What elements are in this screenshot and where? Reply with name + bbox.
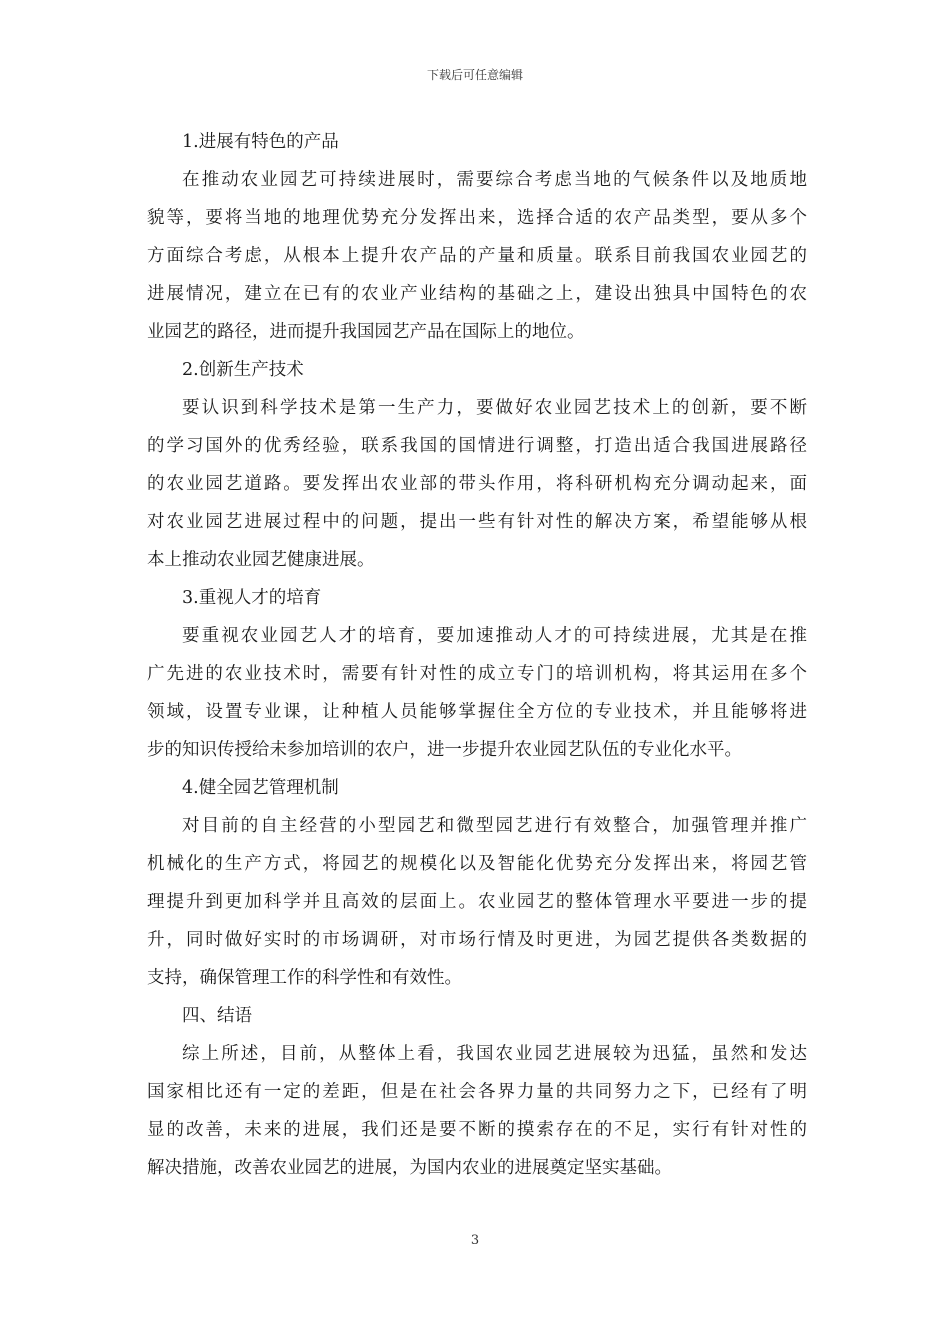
paragraph-line: 要认识到科学技术是第一生产力，要做好农业园艺技术上的创新，要不断 [182, 398, 807, 418]
paragraph [147, 617, 807, 769]
paragraph-line: 综上所述，目前，从整体上看，我国农业园艺进展较为迅猛，虽然和发达 [182, 1044, 807, 1064]
paragraph-line: 的学习国外的优秀经验，联系我国的国情进行调整，打造出适合我国进展路径 [147, 436, 807, 456]
paragraph-line: 业园艺的路径，进而提升我国园艺产品在国际上的地位。 [147, 322, 585, 342]
page-header: 下载后可任意编辑 [426, 68, 523, 82]
paragraph-line: 本上推动农业园艺健康进展。 [147, 550, 375, 570]
section-heading: 四、结语 [182, 1006, 252, 1026]
paragraph-line: 步的知识传授给未参加培训的农户，进一步提升农业园艺队伍的专业化水平。 [147, 740, 742, 760]
paragraph-line: 对农业园艺进展过程中的问题，提出一些有针对性的解决方案，希望能够从根 [147, 512, 807, 532]
paragraph [147, 389, 807, 579]
paragraph-line: 进展情况，建立在已有的农业产业结构的基础之上，建设出独具中国特色的农 [147, 284, 807, 304]
paragraph-line: 广先进的农业技术时，需要有针对性的成立专门的培训机构，将其运用在多个 [147, 664, 807, 684]
page-number: 3 [470, 1233, 480, 1248]
paragraph-line: 在推动农业园艺可持续进展时，需要综合考虑当地的气候条件以及地质地 [182, 170, 807, 190]
section-heading: 4.健全园艺管理机制 [182, 778, 339, 798]
paragraph [147, 161, 807, 351]
paragraph-line: 升，同时做好实时的市场调研，对市场行情及时更进，为园艺提供各类数据的 [147, 930, 807, 950]
section-heading: 2.创新生产技术 [182, 360, 304, 380]
paragraph-line: 对目前的自主经营的小型园艺和微型园艺进行有效整合，加强管理并推广 [182, 816, 807, 836]
paragraph [147, 807, 807, 997]
paragraph-line: 方面综合考虑，从根本上提升农产品的产量和质量。联系目前我国农业园艺的 [147, 246, 807, 266]
document-body [147, 123, 807, 1187]
paragraph-line: 貌等，要将当地的地理优势充分发挥出来，选择合适的农产品类型，要从多个 [147, 208, 807, 228]
paragraph-line: 显的改善，未来的进展，我们还是要不断的摸索存在的不足，实行有针对性的 [147, 1120, 807, 1140]
section-heading: 1.进展有特色的产品 [182, 132, 339, 152]
paragraph-line: 理提升到更加科学并且高效的层面上。农业园艺的整体管理水平要进一步的提 [147, 892, 807, 912]
paragraph-line: 机械化的生产方式，将园艺的规模化以及智能化优势充分发挥出来，将园艺管 [147, 854, 807, 874]
paragraph-line: 的农业园艺道路。要发挥出农业部的带头作用，将科研机构充分调动起来，面 [147, 474, 807, 494]
paragraph-line: 要重视农业园艺人才的培育，要加速推动人才的可持续进展，尤其是在推 [182, 626, 807, 646]
paragraph-line: 解决措施，改善农业园艺的进展，为国内农业的进展奠定坚实基础。 [147, 1158, 672, 1178]
paragraph [147, 1035, 807, 1187]
paragraph-line: 支持，确保管理工作的科学性和有效性。 [147, 968, 462, 988]
paragraph-line: 国家相比还有一定的差距，但是在社会各界力量的共同努力之下，已经有了明 [147, 1082, 807, 1102]
section-heading: 3.重视人才的培育 [182, 588, 322, 608]
paragraph-line: 领域，设置专业课，让种植人员能够掌握住全方位的专业技术，并且能够将进 [147, 702, 807, 722]
